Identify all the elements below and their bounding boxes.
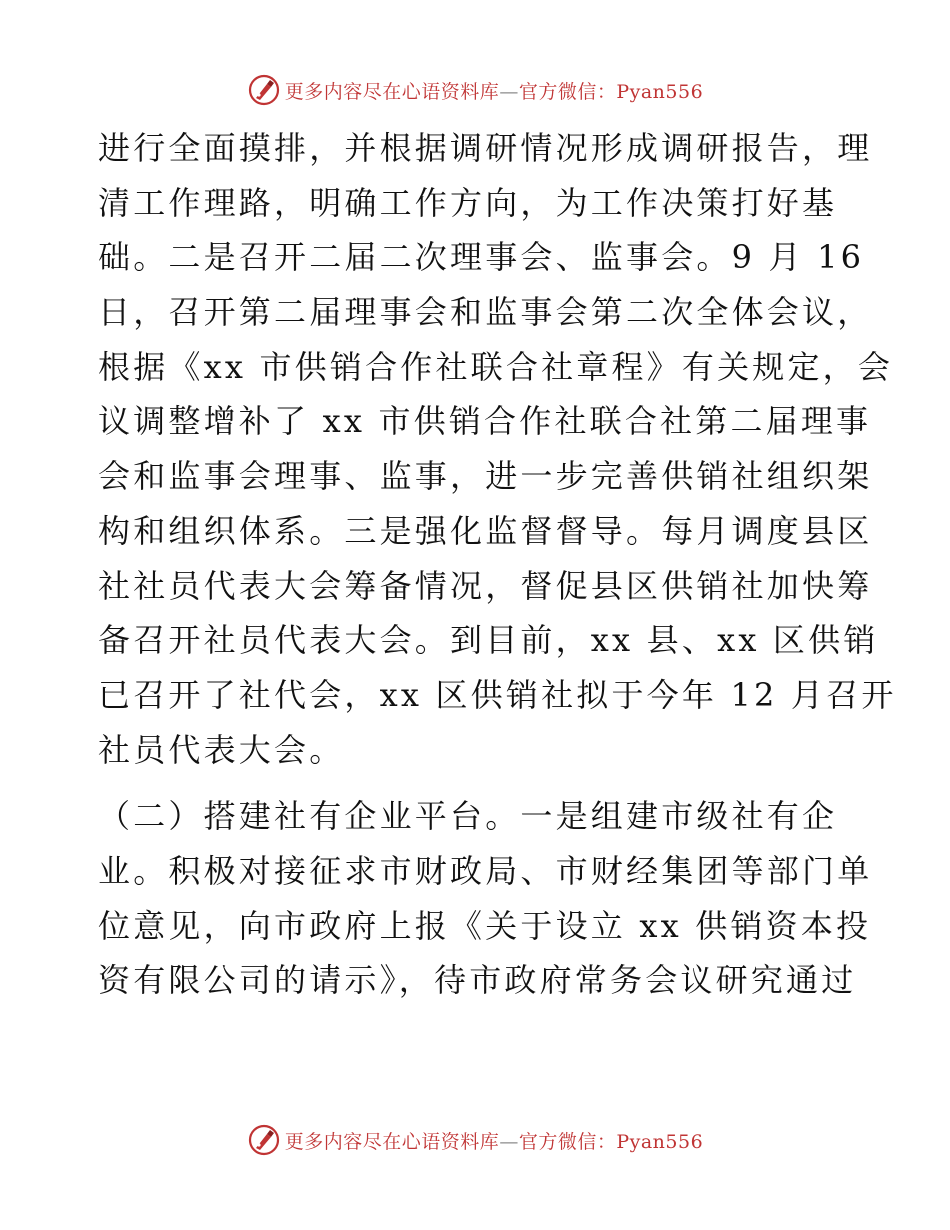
text-line: 已召开了社代会，xx 区供销社拟于今年 12 月召开 bbox=[98, 675, 897, 714]
text-line: 构和组织体系。三是强化监督督导。每月调度县区 bbox=[98, 511, 873, 550]
pen-nib-logo-icon bbox=[247, 1123, 281, 1157]
watermark-site: 更多内容尽在心语资料库 bbox=[284, 1130, 500, 1153]
text-line: 日，召开第二届理事会和监事会第二次全体会议， bbox=[98, 293, 873, 332]
paragraph-spacer bbox=[98, 777, 858, 789]
watermark-dash: — bbox=[499, 80, 519, 103]
text-line: 资有限公司的请示》，待市政府常务会议研究通过 bbox=[98, 961, 857, 1000]
watermark-contact-label: 官方微信： bbox=[518, 80, 617, 103]
watermark-site: 更多内容尽在心语资料库 bbox=[284, 80, 500, 103]
watermark-contact-id: Pyan556 bbox=[616, 1130, 704, 1153]
watermark-contact-id: Pyan556 bbox=[616, 80, 704, 103]
text-line: （二）搭建社有企业平台。一是组建市级社有企 bbox=[98, 797, 838, 836]
text-line: 社社员代表大会筹备情况，督促县区供销社加快筹 bbox=[98, 566, 873, 605]
paragraph-1 bbox=[98, 121, 897, 777]
text-line: 议调整增补了 xx 市供销合作社联合社第二届理事 bbox=[98, 402, 872, 441]
text-line: 础。二是召开二届二次理事会、监事会。9 月 16 bbox=[98, 238, 865, 277]
watermark-dash: — bbox=[499, 1130, 519, 1153]
watermark-contact-label: 官方微信： bbox=[518, 1130, 617, 1153]
text-line: 会和监事会理事、监事，进一步完善供销社组织架 bbox=[98, 457, 873, 496]
pen-nib-logo-icon bbox=[247, 73, 281, 107]
watermark-text bbox=[285, 77, 703, 104]
text-line: 根据《xx 市供销合作社联合社章程》有关规定，会 bbox=[98, 347, 894, 386]
paragraph-2 bbox=[98, 789, 873, 1008]
header-watermark bbox=[0, 70, 950, 110]
text-line: 业。积极对接征求市财政局、市财经集团等部门单 bbox=[98, 851, 873, 890]
text-line: 清工作理路，明确工作方向，为工作决策打好基 bbox=[98, 183, 838, 222]
document-body bbox=[98, 121, 897, 1008]
watermark-text bbox=[285, 1127, 703, 1154]
footer-watermark bbox=[0, 1120, 950, 1160]
text-line: 社员代表大会。 bbox=[98, 730, 345, 769]
text-line: 位意见，向市政府上报《关于设立 xx 供销资本投 bbox=[98, 906, 872, 945]
text-line: 备召开社员代表大会。到目前，xx 县、xx 区供销 bbox=[98, 621, 879, 660]
text-line: 进行全面摸排，并根据调研情况形成调研报告，理 bbox=[98, 129, 873, 167]
